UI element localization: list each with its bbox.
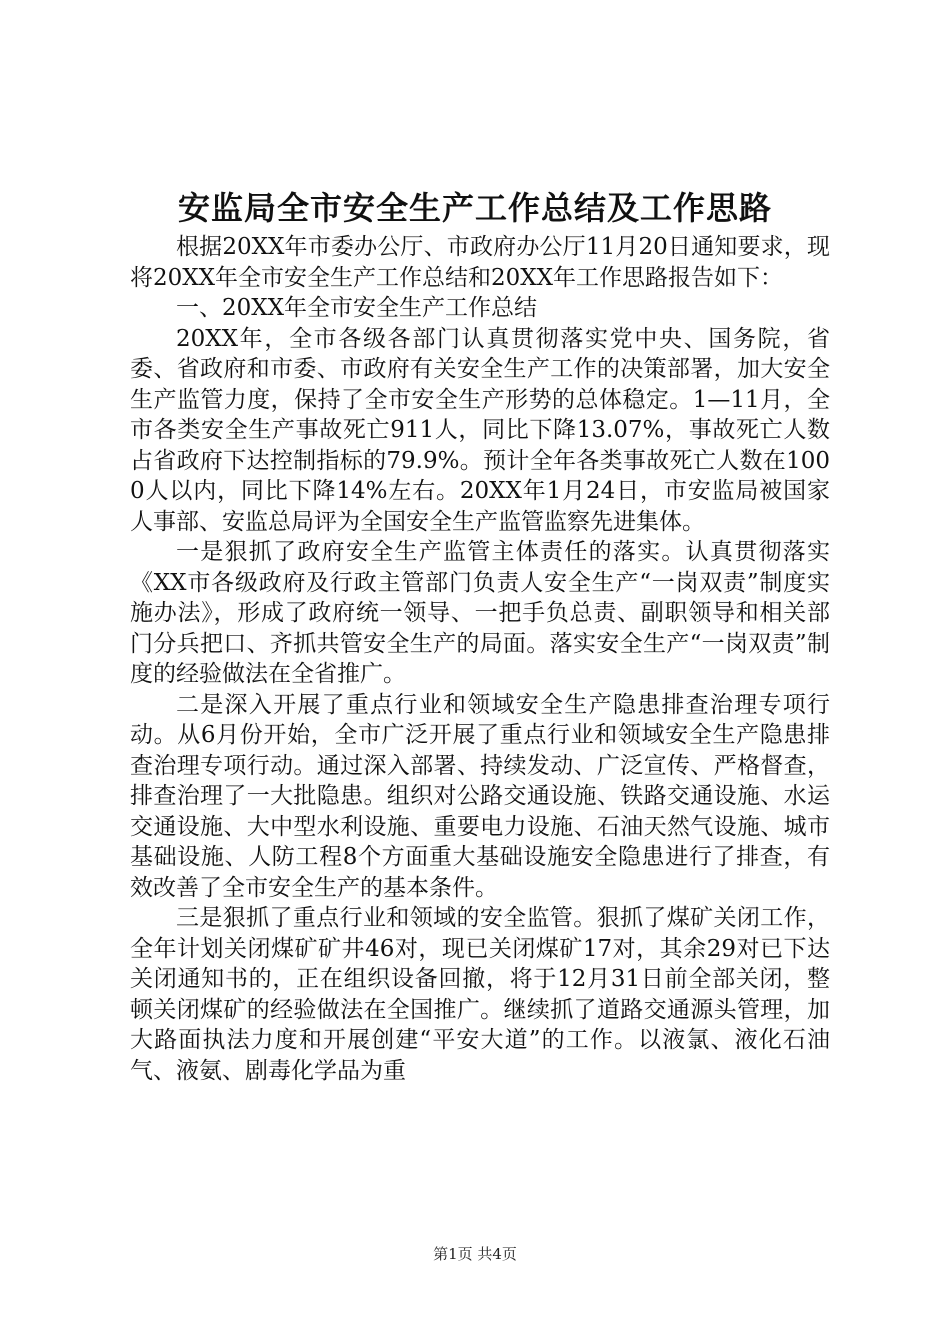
paragraph-point-one: 一是狠抓了政府安全生产监管主体责任的落实。认真贯彻落实《XX市各级政府及行政主管部门负责人安全生产“一岗双责”制度实施办法》，形成了政府统一领导、一把手负总责、副职领导和相关部门分兵把口、齐抓共管安全生产的局面。落实安全生产“一岗双责”制度的经验做法在全省推广。 — [130, 539, 830, 687]
paragraph-point-two: 二是深入开展了重点行业和领域安全生产隐患排查治理专项行动。从6月份开始，全市广泛开展了重点行业和领域安全生产隐患排查治理专项行动。通过深入部署、持续发动、广泛宣传、严格督查，排查治理了一大批隐患。组织对公路交通设施、铁路交通设施、水运交通设施、大中型水利设施、重要电力设施、石油天然气设施、城市基础设施、人防工程8个方面重大基础设施安全隐患进行了排查，有效改善了全市安全生产的基本条件。 — [130, 691, 830, 901]
document-body — [130, 232, 830, 1086]
paragraph-overview: 20XX年，全市各级各部门认真贯彻落实党中央、国务院，省委、省政府和市委、市政府有关安全生产工作的决策部署，加大安全生产监管力度，保持了全市安全生产形势的总体稳定。1—11月，全市各类安全生产事故死亡911人，同比下降13.07%，事故死亡人数占省政府下达控制指标的79.9%。预计全年各类事故死亡人数在1000人以内，同比下降14%左右。20XX年1月24日，市安监局被国家人事部、安监总局评为全国安全生产监管监察先进集体。 — [130, 325, 830, 535]
paragraph-intro: 根据20XX年市委办公厅、市政府办公厅11月20日通知要求，现将20XX年全市安全生产工作总结和20XX年工作思路报告如下： — [130, 234, 830, 291]
paragraph-point-three: 三是狠抓了重点行业和领域的安全监管。狠抓了煤矿关闭工作，全年计划关闭煤矿矿井46对，现已关闭煤矿17对，其余29对已下达关闭通知书的，正在组织设备回撤，将于12月31日前全部关闭，整顿关闭煤矿的经验做法在全国推广。继续抓了道路交通源头管理，加大路面执法力度和开展创建“平安大道”的工作。以液氯、液化石油气、液氨、剧毒化学品为重 — [130, 905, 830, 1084]
document-title: 安监局全市安全生产工作总结及工作思路 — [177, 189, 772, 227]
section-heading-summary: 一、20XX年全市安全生产工作总结 — [176, 295, 538, 321]
page-number-footer: 第1页 共4页 — [433, 1245, 517, 1263]
